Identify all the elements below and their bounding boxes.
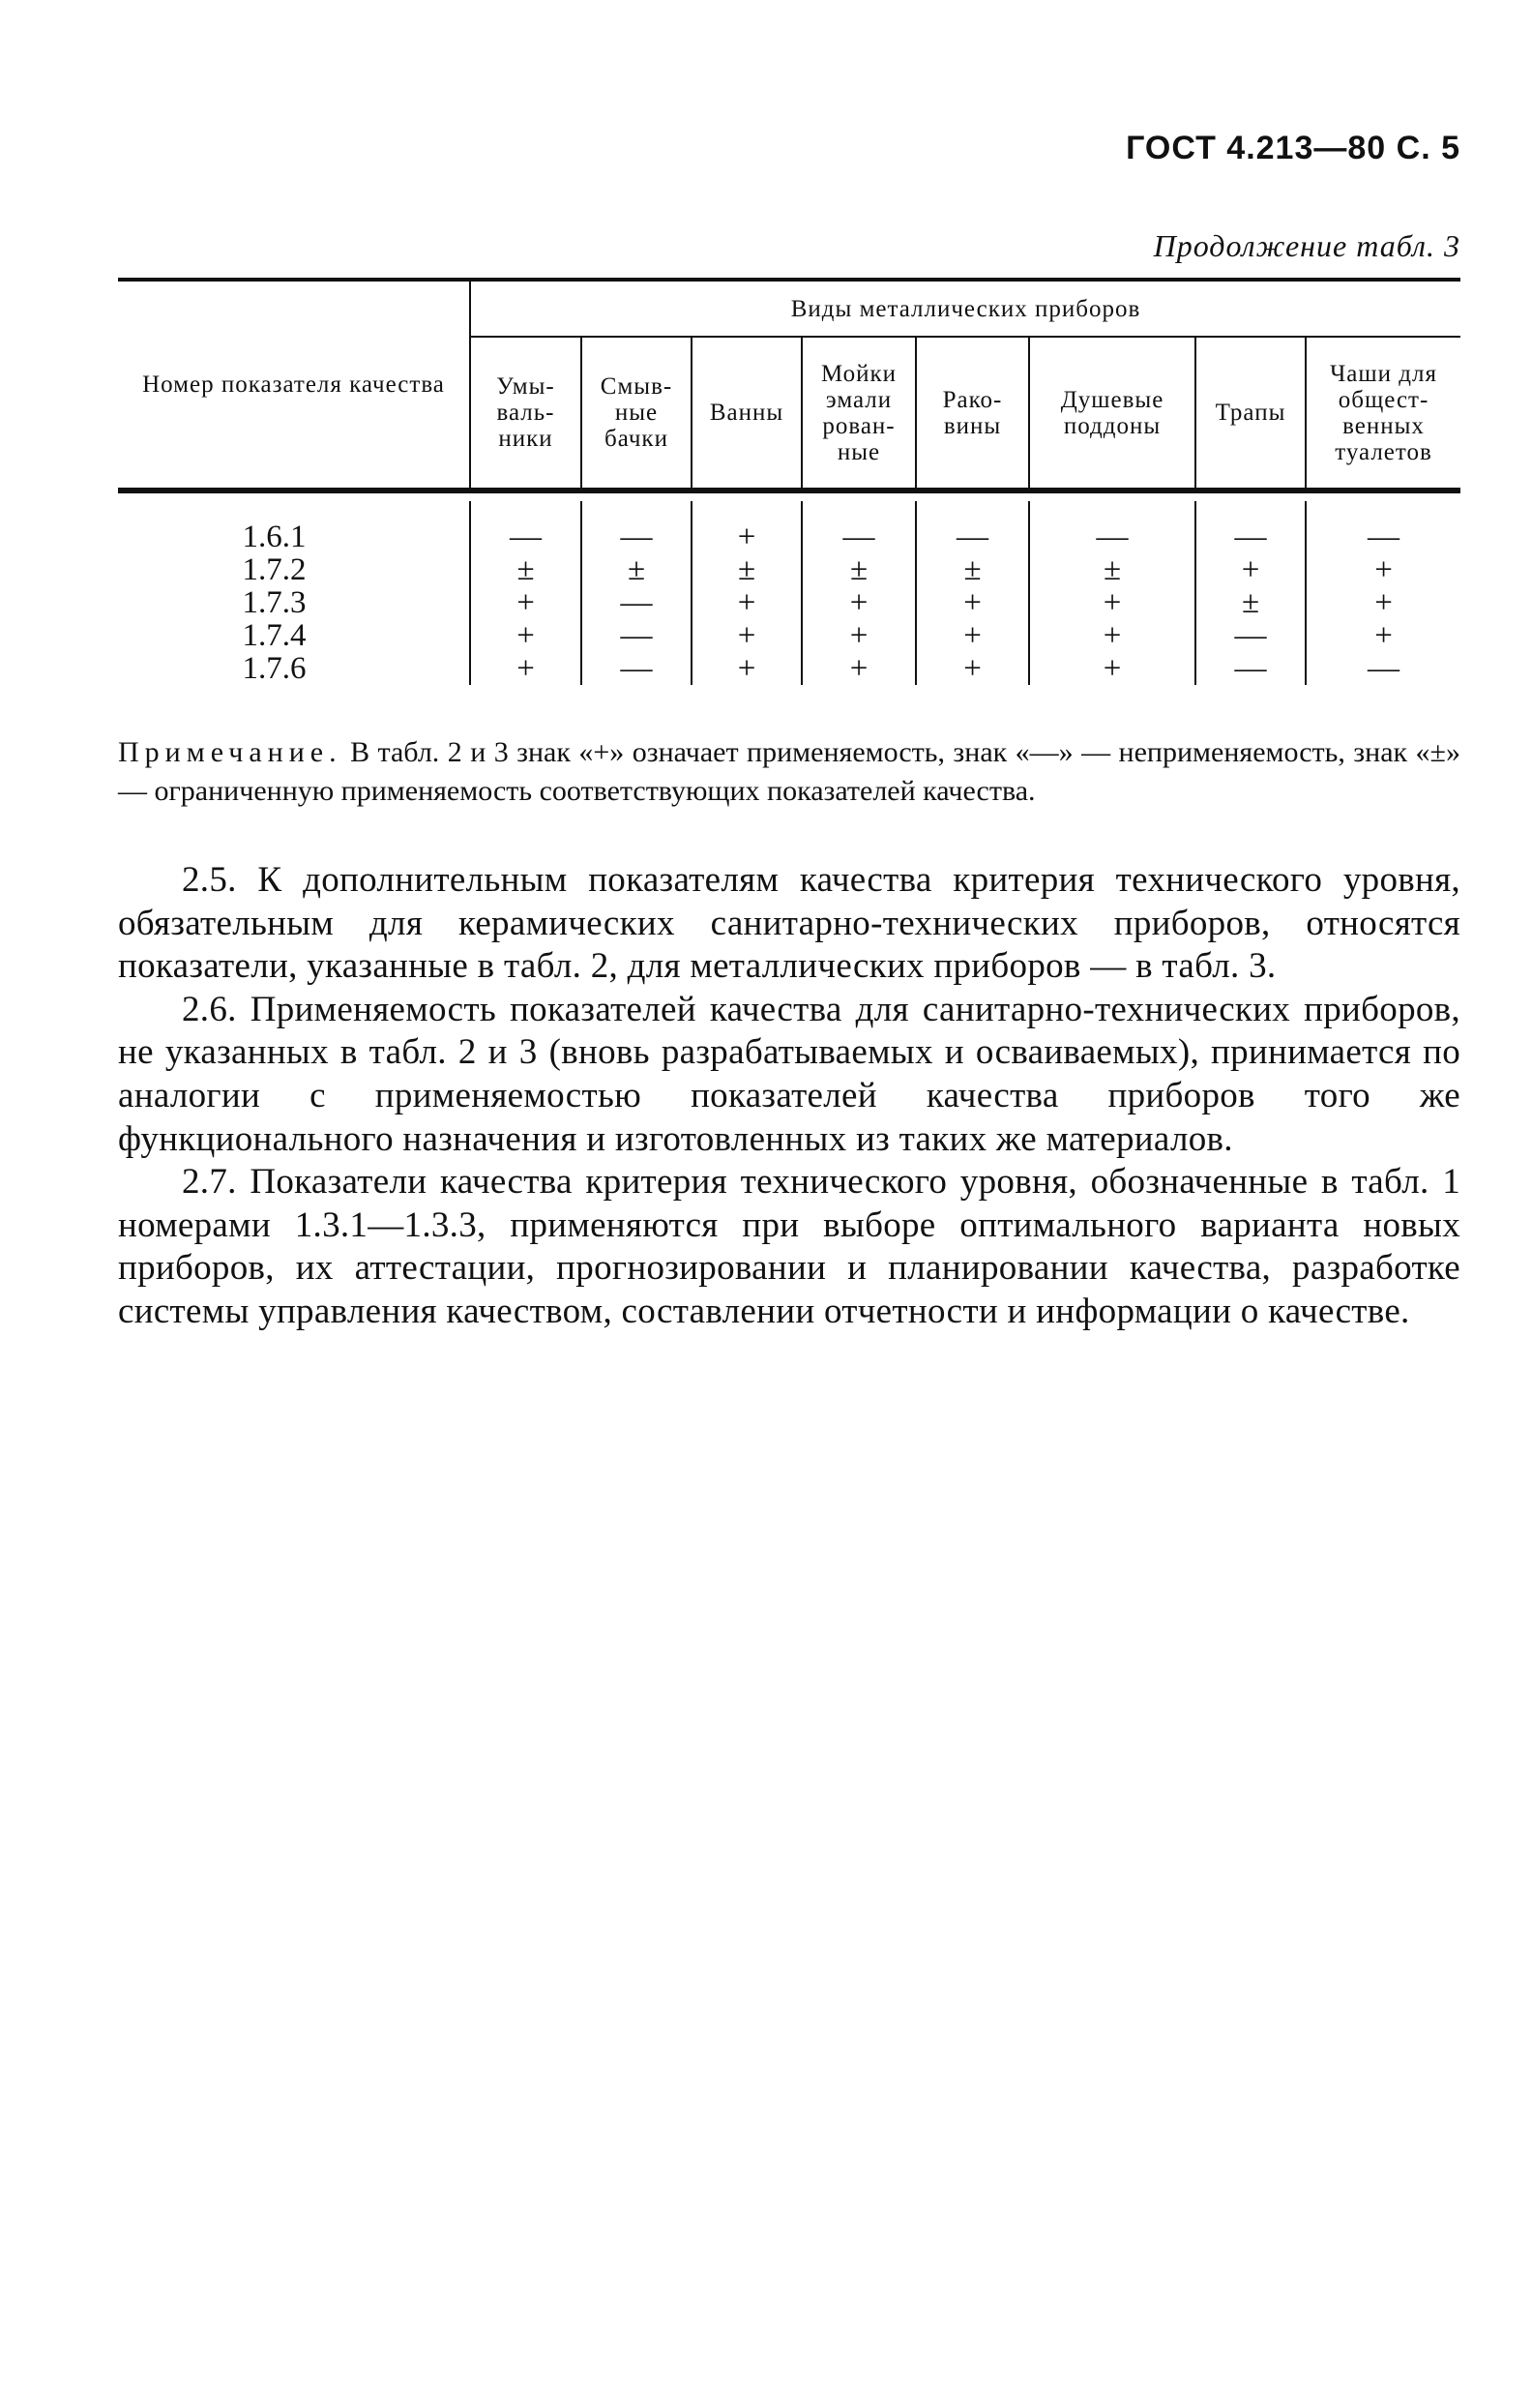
table-cell: ±	[470, 553, 581, 586]
indicator-number: 1.6.1	[242, 520, 307, 554]
table-cell: —	[1029, 520, 1195, 553]
column-header: Рако-вины	[916, 337, 1029, 490]
page-header: ГОСТ 4.213—80 С. 5	[1126, 130, 1460, 166]
table-cell: +	[1306, 553, 1460, 586]
table-note	[118, 733, 1460, 811]
table-row	[118, 652, 1460, 685]
table-cell: +	[1029, 586, 1195, 619]
table-cell: +	[692, 586, 802, 619]
row-header: Номер показателя качества	[142, 372, 445, 398]
body-text	[118, 859, 1460, 1334]
table-cell: +	[692, 652, 802, 685]
table-cell: +	[916, 619, 1029, 652]
table-cell: —	[581, 520, 692, 553]
table-cell: —	[802, 520, 916, 553]
table-cell: +	[1306, 619, 1460, 652]
indicator-number: 1.7.3	[242, 585, 307, 620]
indicator-number: 1.7.6	[242, 651, 307, 686]
paragraph-2-5: 2.5. К дополнительным показателям качества критерия технического уровня, обязательным для керамических санитарно-технических приборов, относятся показатели, указанные в табл. 2, для металлических приборов — в табл. 3.	[118, 860, 1460, 987]
table-cell: +	[802, 619, 916, 652]
table-row	[118, 553, 1460, 586]
table-cell: —	[581, 586, 692, 619]
table-cell: +	[802, 652, 916, 685]
table-cell: +	[1306, 586, 1460, 619]
column-header: Ванны	[692, 337, 802, 490]
table-cell: ±	[1029, 553, 1195, 586]
table-cell: —	[581, 652, 692, 685]
table-cell: +	[470, 586, 581, 619]
table-cell: ±	[802, 553, 916, 586]
table-cell: +	[692, 619, 802, 652]
table-cell: ±	[581, 553, 692, 586]
table-cell: ±	[916, 553, 1029, 586]
column-header: Трапы	[1195, 337, 1306, 490]
table-cell: +	[1195, 553, 1306, 586]
paragraph-2-6: 2.6. Применяемость показателей качества для санитарно-технических приборов, не указанных в табл. 2 и 3 (вновь разрабатываемых и осваиваемых), принимается по аналогии с применяемостью показателей качества приборов того же функционального назначения и изготовленных из таких же материалов.	[118, 989, 1460, 1159]
table-cell: ±	[692, 553, 802, 586]
table-cell: +	[692, 520, 802, 553]
table-cell: —	[1306, 652, 1460, 685]
table-3-continuation	[118, 278, 1460, 685]
table-cell: —	[1195, 652, 1306, 685]
table-row	[118, 520, 1460, 553]
table-cell: —	[581, 619, 692, 652]
table-cell: +	[1029, 652, 1195, 685]
table-cell: +	[1029, 619, 1195, 652]
table-cell: +	[470, 652, 581, 685]
table-cell: —	[1306, 520, 1460, 553]
table-cell: +	[916, 586, 1029, 619]
table-cell: ±	[1195, 586, 1306, 619]
column-header: Чаши для общест-венных туалетов	[1306, 337, 1460, 490]
table-cell: +	[916, 652, 1029, 685]
table-cell: —	[1195, 619, 1306, 652]
table-cell: —	[470, 520, 581, 553]
indicator-number: 1.7.2	[242, 552, 307, 587]
table-row	[118, 619, 1460, 652]
column-header: Мойки эмали рован-ные	[802, 337, 916, 490]
indicator-number: 1.7.4	[242, 618, 307, 653]
column-header: Душевые поддоны	[1029, 337, 1195, 490]
paragraph-2-7: 2.7. Показатели качества критерия технического уровня, обозначенные в табл. 1 номерами 1.3.1—1.3.3, применяются при выборе оптимального варианта новых приборов, их аттестации, прогнозировании и планировании качества, разработке системы управления качеством, составлении отчетности и информации о качестве.	[118, 1162, 1460, 1331]
group-header: Виды металлических приборов	[470, 280, 1460, 337]
table-row	[118, 586, 1460, 619]
table-continuation-label: Продолжение табл. 3	[1153, 228, 1460, 263]
table-cell: —	[916, 520, 1029, 553]
table-cell: +	[802, 586, 916, 619]
note-label: Примечание.	[118, 736, 342, 768]
note-text: В табл. 2 и 3 знак «+» означает применяемость, знак «—» — неприменяемость, знак «±» — ограниченную применяемость соответствующих показателей качества.	[118, 736, 1461, 807]
table-cell: +	[470, 619, 581, 652]
quality-indicators-table	[118, 278, 1460, 685]
column-header: Смыв-ные бачки	[581, 337, 692, 490]
column-header: Умы-валь-ники	[470, 337, 581, 490]
table-cell: —	[1195, 520, 1306, 553]
